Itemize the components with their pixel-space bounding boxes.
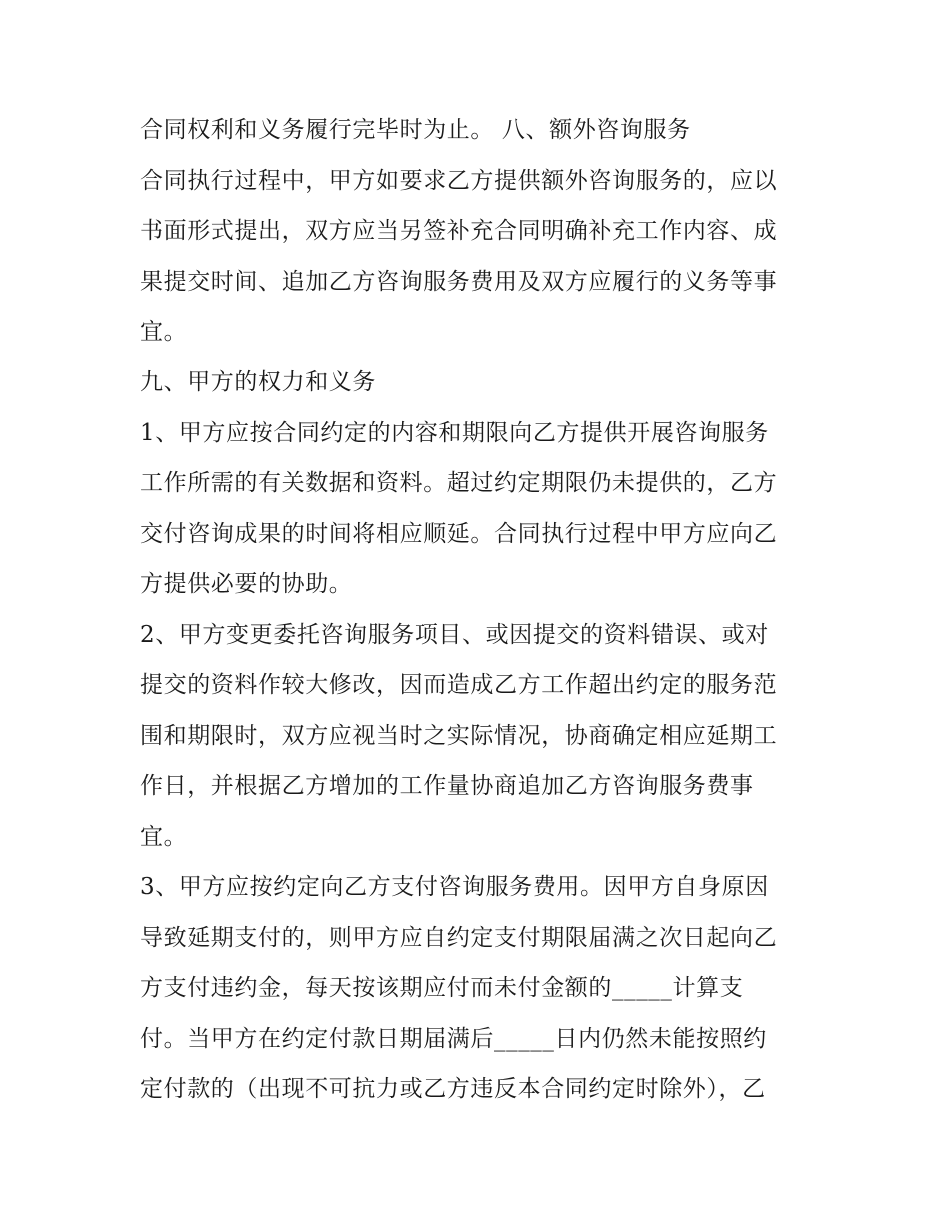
text-line: 导致延期支付的，则甲方应自约定支付期限届满之次日起向乙 [140, 925, 778, 951]
text-line: 提交的资料作较大修改，因而造成乙方工作超出约定的服务范 [140, 672, 778, 698]
text-line: 1、甲方应按合同约定的内容和期限向乙方提供开展咨询服务 [140, 420, 769, 446]
text-line: 果提交时间、追加乙方咨询服务费用及双方应履行的义务等事 [140, 269, 778, 295]
text-line: 合同权利和义务履行完毕时为止。 八、额外咨询服务 [140, 117, 691, 143]
section-heading: 九、甲方的权力和义务 [140, 369, 376, 395]
text-line: 付。当甲方在约定付款日期届满后_____日内仍然未能按照约 [140, 1026, 767, 1052]
text-line: 宜。 [140, 319, 188, 345]
text-line: 围和期限时，双方应视当时之实际情况，协商确定相应延期工 [140, 723, 778, 749]
text-line: 定付款的（出现不可抗力或乙方违反本合同约定时除外），乙 [140, 1076, 766, 1102]
text-line: 工作所需的有关数据和资料。超过约定期限仍未提供的，乙方 [140, 470, 778, 496]
text-line: 宜。 [140, 824, 188, 850]
text-line: 3、甲方应按约定向乙方支付咨询服务费用。因甲方自身原因 [140, 874, 769, 900]
text-line: 合同执行过程中，甲方如要求乙方提供额外咨询服务的，应以 [140, 168, 778, 194]
text-line: 方支付违约金，每天按该期应付而未付金额的_____计算支 [140, 975, 744, 1001]
text-line: 交付咨询成果的时间将相应顺延。合同执行过程中甲方应向乙 [140, 521, 778, 547]
text-line: 2、甲方变更委托咨询服务项目、或因提交的资料错误、或对 [140, 622, 769, 648]
text-line: 书面形式提出，双方应当另签补充合同明确补充工作内容、成 [140, 218, 778, 244]
text-line: 方提供必要的协助。 [140, 571, 353, 597]
text-line: 作日，并根据乙方增加的工作量协商追加乙方咨询服务费事 [140, 773, 754, 799]
